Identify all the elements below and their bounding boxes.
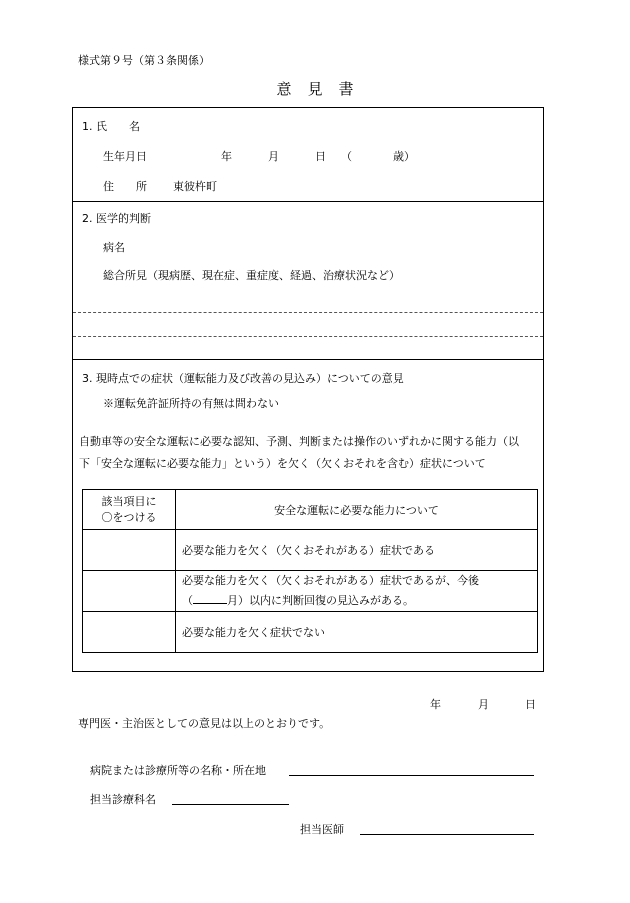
birth-month-unit: 月 xyxy=(268,150,279,163)
page-title: 意見書 xyxy=(276,80,370,98)
recovery-months-blank[interactable] xyxy=(193,593,227,604)
check-cell-3[interactable] xyxy=(83,612,176,653)
section3-description-line1: 自動車等の安全な運転に必要な認知、予測、判断または操作のいずれかに関する能力（以 xyxy=(79,435,519,448)
check-header-line2: 〇をつける xyxy=(101,510,157,524)
check-cell-2[interactable] xyxy=(83,571,176,612)
check-header-line1: 該当項目に xyxy=(101,494,157,508)
option-text-3: 必要な能力を欠く症状でない xyxy=(176,612,538,653)
doctor-label: 担当医師 xyxy=(300,823,344,836)
opinion-form-box xyxy=(72,107,544,672)
birth-day-unit: 日 xyxy=(315,150,326,163)
option-text-2-line2: 月）以内に判断回復の見込みがある。 xyxy=(227,594,414,607)
table-header-row xyxy=(83,490,538,530)
age-open: （ xyxy=(341,150,352,163)
section1-heading: 1. 氏 名 xyxy=(82,120,140,133)
check-column-header xyxy=(83,490,176,530)
footer-month-unit: 月 xyxy=(478,698,489,711)
check-cell-1[interactable] xyxy=(83,530,176,571)
option-text-1: 必要な能力を欠く（欠くおそれがある）症状である xyxy=(176,530,538,571)
table-row xyxy=(83,571,538,612)
department-signature-line[interactable] xyxy=(172,804,289,805)
divider-2 xyxy=(73,359,543,360)
section2-heading: 2. 医学的判断 xyxy=(82,212,151,225)
form-number: 様式第９号（第３条関係） xyxy=(78,54,210,67)
dashed-divider-2 xyxy=(73,336,543,337)
footer-year-unit: 年 xyxy=(430,698,441,711)
doctor-signature-line[interactable] xyxy=(360,834,534,835)
dashed-divider-1 xyxy=(73,312,543,313)
hospital-label: 病院または診療所等の名称・所在地 xyxy=(90,764,266,777)
age-close: 歳） xyxy=(393,150,415,163)
option-text-2-open: （ xyxy=(182,594,193,607)
address-label: 住 所 xyxy=(103,180,147,193)
section3-heading: 3. 現時点での症状（運転能力及び改善の見込み）についての意見 xyxy=(82,372,404,385)
address-value: 東彼杵町 xyxy=(173,180,217,193)
doctor-statement: 専門医・主治医としての意見は以上のとおりです。 xyxy=(78,717,331,730)
table-row xyxy=(83,530,538,571)
overall-findings-label: 総合所見（現病歴、現在症、重症度、経過、治療状況など） xyxy=(103,269,400,282)
divider-1 xyxy=(73,201,543,202)
birth-date-label: 生年月日 xyxy=(103,150,147,163)
disease-name-label: 病名 xyxy=(103,241,125,254)
table-row xyxy=(83,612,538,653)
department-label: 担当診療科名 xyxy=(90,793,156,806)
hospital-signature-line[interactable] xyxy=(289,775,534,776)
birth-year-unit: 年 xyxy=(221,150,232,163)
section3-note: ※運転免許証所持の有無は問わない xyxy=(103,397,279,410)
option-text-2-line1: 必要な能力を欠く（欠くおそれがある）症状であるが、今後 xyxy=(182,574,479,587)
footer-day-unit: 日 xyxy=(525,698,536,711)
section3-description-line2: 下「安全な運転に必要な能力」という）を欠く（欠くおそれを含む）症状について xyxy=(79,457,486,470)
option-text-2 xyxy=(176,571,538,612)
ability-column-header: 安全な運転に必要な能力について xyxy=(176,490,538,530)
judgment-table xyxy=(82,489,538,653)
